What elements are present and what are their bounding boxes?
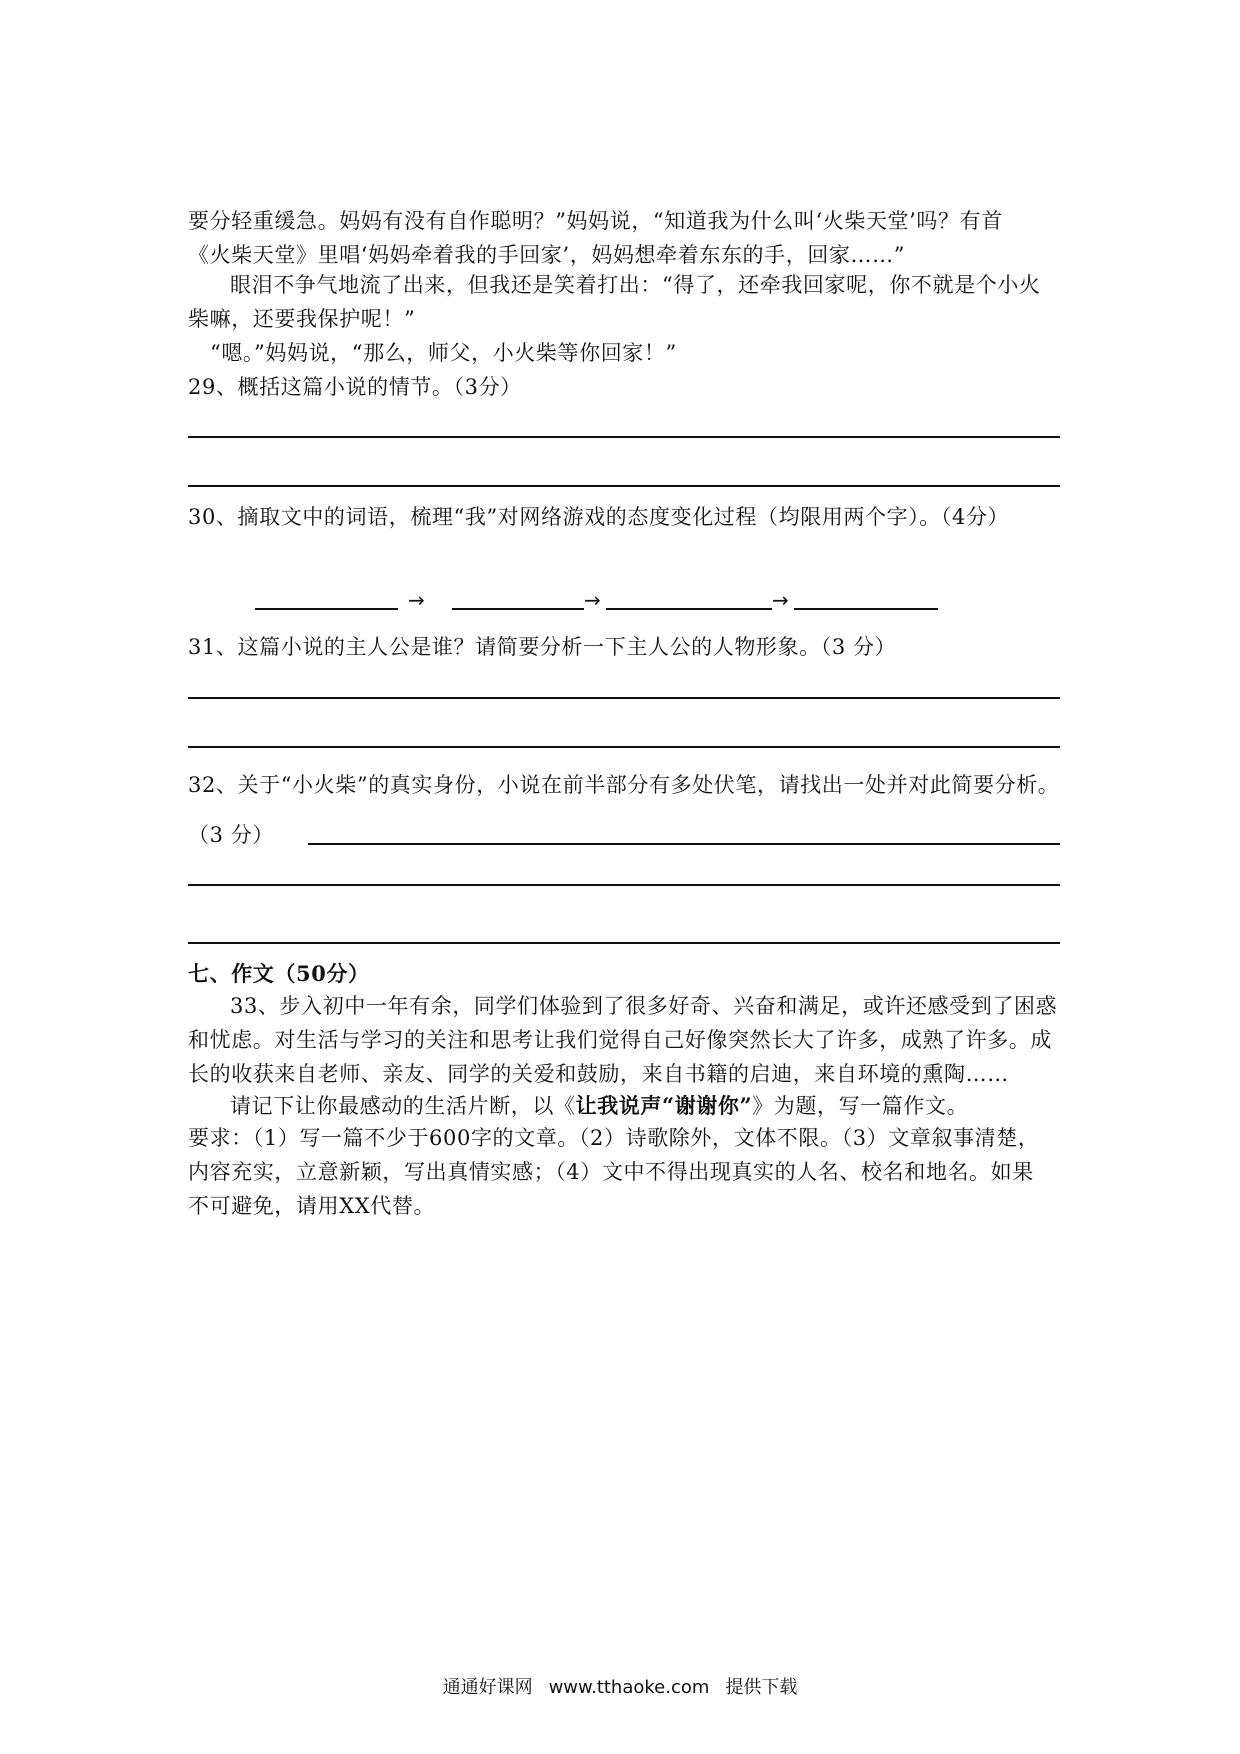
footer-url[interactable]: www.tthaoke.com [548,1677,710,1698]
story-line: 《火柴天堂》里唱‘妈妈牵着我的手回家’，妈妈想牵着东东的手，回家……” [188,243,906,267]
essay-task-after: 》为题，写一篇作文。 [752,1094,969,1118]
arrow-icon: → [772,588,789,612]
question-32: 32、关于“小火柴”的真实身份，小说在前半部分有多处伏笔，请找出一处并对此简要分析。 [188,773,1060,797]
essay-requirement-line: 内容充实，立意新颖，写出真情实感；（4）文中不得出现真实的人名、校名和地名。如果 [188,1160,1034,1184]
question-30: 30、摘取文中的词语，梳理“我”对网络游戏的态度变化过程（均限用两个字）。（4分） [188,505,1010,529]
answer-line[interactable] [188,697,1060,699]
answer-blank-2[interactable] [452,608,584,610]
question-32-score: （3 分） [188,823,275,847]
answer-blank-3[interactable] [606,608,772,610]
page-footer [0,1676,1240,1700]
essay-prompt-line: 长的收获来自老师、亲友、同学的关爱和鼓励，来自书籍的启迪，来自环境的熏陶…… [188,1062,1009,1086]
story-line: “嗯。”妈妈说，“那么，师父，小火柴等你回家！” [210,341,677,365]
essay-heading: 七、作文（50分） [188,961,370,986]
story-line: 眼泪不争气地流了出来，但我还是笑着打出：“得了，还牵我回家呢，你不就是个小火 [230,273,1041,297]
answer-blank-4[interactable] [794,608,938,610]
answer-line[interactable] [188,942,1060,944]
arrow-icon: → [584,588,601,612]
essay-prompt-line: 和忧虑。对生活与学习的关注和思考让我们觉得自己好像突然长大了许多，成熟了许多。成 [188,1028,1052,1052]
footer-suffix: 提供下载 [725,1677,798,1698]
question-29: 29、概括这篇小说的情节。（3分） [188,375,522,399]
essay-requirement-line: 不可避免，请用XX代替。 [188,1194,436,1218]
answer-line[interactable] [308,843,1060,845]
essay-title: 让我说声“谢谢你” [575,1093,753,1118]
story-line: 要分轻重缓急。妈妈有没有自作聪明？”妈妈说，“知道我为什么叫‘火柴天堂’吗？有首 [188,209,1003,233]
essay-task-before: 请记下让你最感动的生活片断，以《 [230,1094,576,1118]
answer-line[interactable] [188,746,1060,748]
question-31: 31、这篇小说的主人公是谁？请简要分析一下主人公的人物形象。（3 分） [188,635,897,659]
essay-task [188,1089,1102,1123]
story-line: 柴嘛，还要我保护呢！” [188,307,416,331]
answer-blank-1[interactable] [255,608,398,610]
footer-site-name: 通通好课网 [442,1677,533,1698]
answer-line[interactable] [188,436,1060,438]
answer-line[interactable] [188,485,1060,487]
essay-requirement-line: 要求：（1）写一篇不少于600字的文章。（2）诗歌除外，文体不限。（3）文章叙事清楚， [188,1126,1040,1150]
answer-line[interactable] [188,884,1060,886]
arrow-icon: → [408,588,425,612]
essay-prompt-line: 33、步入初中一年有余，同学们体验到了很多好奇、兴奋和满足，或许还感受到了困惑 [230,994,1058,1018]
